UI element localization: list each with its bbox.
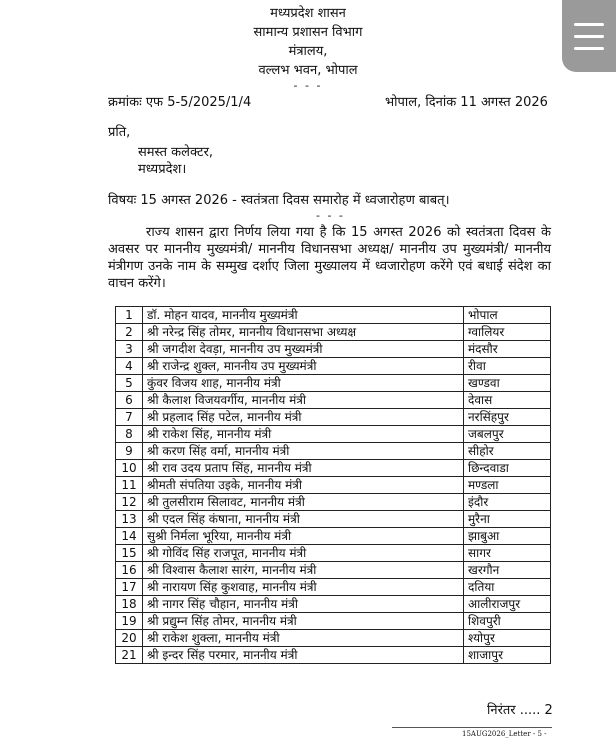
official-name-cell: श्री इन्दर सिंह परमार, माननीय मंत्री [143,647,464,664]
district-cell: शाजापुर [464,647,551,664]
serial-number-cell: 6 [116,392,143,409]
official-name-cell: श्री प्रहलाद सिंह पटेल, माननीय मंत्री [143,409,464,426]
serial-number-cell: 19 [116,613,143,630]
official-name-cell: श्रीमती संपतिया उइके, माननीय मंत्री [143,477,464,494]
district-cell: खरगौन [464,562,551,579]
letterhead [0,4,616,92]
official-name-cell: श्री प्रद्युम्न सिंह तोमर, माननीय मंत्री [143,613,464,630]
serial-number-cell: 8 [116,426,143,443]
serial-number-cell: 18 [116,596,143,613]
district-cell: शिवपुरी [464,613,551,630]
govt-name: मध्यप्रदेश शासन [270,6,346,21]
subject-separator: - - - [316,209,345,222]
district-cell: जबलपुर [464,426,551,443]
official-name-cell: श्री राकेश सिंह, माननीय मंत्री [143,426,464,443]
reference-number: क्रमांकः एफ 5-5/2025/1/4 [108,95,252,110]
official-name-cell: श्री तुलसीराम सिलावट, माननीय मंत्री [143,494,464,511]
footer-rule [392,727,552,728]
table-row [116,647,551,664]
official-name-cell: कुंवर विजय शाह, माननीय मंत्री [143,375,464,392]
official-name-cell: श्री गोविंद सिंह राजपूत, माननीय मंत्री [143,545,464,562]
district-cell: मण्डला [464,477,551,494]
subject-line: विषयः 15 अगस्त 2026 - स्वतंत्रता दिवस समारोह में ध्वजारोहण बाबत्। [108,193,450,208]
department-name: सामान्य प्रशासन विभाग [253,25,363,40]
serial-number-cell: 13 [116,511,143,528]
district-cell: इंदौर [464,494,551,511]
district-cell: मुरैना [464,511,551,528]
district-cell: खण्डवा [464,375,551,392]
official-name-cell: श्री राव उदय प्रताप सिंह, माननीय मंत्री [143,460,464,477]
recipient-prefix: प्रति, [108,125,131,140]
official-name-cell: श्री राकेश शुक्ला, माननीय मंत्री [143,630,464,647]
official-name-cell: श्री राजेन्द्र शुक्ल, माननीय उप मुख्यमंत्री [143,358,464,375]
serial-number-cell: 11 [116,477,143,494]
table-row [116,460,551,477]
serial-number-cell: 16 [116,562,143,579]
official-name-cell: श्री नारायण सिंह कुशवाह, माननीय मंत्री [143,579,464,596]
table-row [116,392,551,409]
serial-number-cell: 15 [116,545,143,562]
table-row [116,579,551,596]
serial-number-cell: 9 [116,443,143,460]
table-row [116,562,551,579]
recipient-line-2: मध्यप्रदेश। [138,162,187,177]
serial-number-cell: 21 [116,647,143,664]
official-name-cell: डॉ. मोहन यादव, माननीय मुख्यमंत्री [143,307,464,324]
district-cell: मंदसौर [464,341,551,358]
official-name-cell: श्री जगदीश देवड़ा, माननीय उप मुख्यमंत्री [143,341,464,358]
official-name-cell: श्री नरेन्द्र सिंह तोमर, माननीय विधानसभा अध्यक्ष [143,324,464,341]
table-row [116,375,551,392]
table-row [116,324,551,341]
header-separator: - - - [293,79,323,92]
officials-table [115,306,551,664]
serial-number-cell: 1 [116,307,143,324]
table-row [116,307,551,324]
table-row [116,613,551,630]
official-name-cell: सुश्री निर्मला भूरिया, माननीय मंत्री [143,528,464,545]
district-cell: आलीराजपुर [464,596,551,613]
serial-number-cell: 17 [116,579,143,596]
official-name-cell: श्री एदल सिंह कंषाना, माननीय मंत्री [143,511,464,528]
letter-date: भोपाल, दिनांक 11 अगस्त 2026 [385,95,548,110]
district-cell: दतिया [464,579,551,596]
table-row [116,477,551,494]
table-row [116,341,551,358]
serial-number-cell: 5 [116,375,143,392]
table-row [116,494,551,511]
serial-number-cell: 10 [116,460,143,477]
table-row [116,511,551,528]
table-row [116,596,551,613]
district-cell: देवास [464,392,551,409]
district-cell: छिन्दवाडा [464,460,551,477]
serial-number-cell: 4 [116,358,143,375]
district-cell: सागर [464,545,551,562]
table-row [116,630,551,647]
table-row [116,426,551,443]
recipient-line-1: समस्त कलेक्टर, [138,145,214,160]
table-row [116,358,551,375]
district-cell: नरसिंहपुर [464,409,551,426]
serial-number-cell: 3 [116,341,143,358]
official-name-cell: श्री नागर सिंह चौहान, माननीय मंत्री [143,596,464,613]
table-row [116,545,551,562]
body-paragraph: राज्य शासन द्वारा निर्णय लिया गया है कि 15 अगस्त 2026 को स्वतंत्रता दिवस के अवसर पर माननीय मुख्यमंत्री/ माननीय विधानसभा अध्यक्ष/ माननीय उप मुख्यमंत्री/ माननीय मंत्रीगण उनके नाम के सम्मुख दर्शाए जिला मुख्यालय में ध्वजारोहण करेंगे एवं बधाई संदेश का वाचन करेंगे। [108,225,551,291]
serial-number-cell: 20 [116,630,143,647]
district-cell: भोपाल [464,307,551,324]
address: वल्लभ भवन, भोपाल [258,63,358,78]
footer-reference: 15AUG2026_Letter - 5 - [462,730,547,738]
district-cell: सीहोर [464,443,551,460]
official-name-cell: श्री विश्वास कैलाश सारंग, माननीय मंत्री [143,562,464,579]
district-cell: झाबुआ [464,528,551,545]
table-row [116,409,551,426]
serial-number-cell: 12 [116,494,143,511]
table-row [116,443,551,460]
serial-number-cell: 7 [116,409,143,426]
district-cell: रीवा [464,358,551,375]
official-name-cell: श्री कैलाश विजयवर्गीय, माननीय मंत्री [143,392,464,409]
district-cell: ग्वालियर [464,324,551,341]
district-cell: श्योपुर [464,630,551,647]
table-row [116,528,551,545]
serial-number-cell: 14 [116,528,143,545]
secretariat-name: मंत्रालय, [288,44,328,59]
continued-note: निरंतर ..... 2 [487,703,553,718]
official-name-cell: श्री करण सिंह वर्मा, माननीय मंत्री [143,443,464,460]
serial-number-cell: 2 [116,324,143,341]
